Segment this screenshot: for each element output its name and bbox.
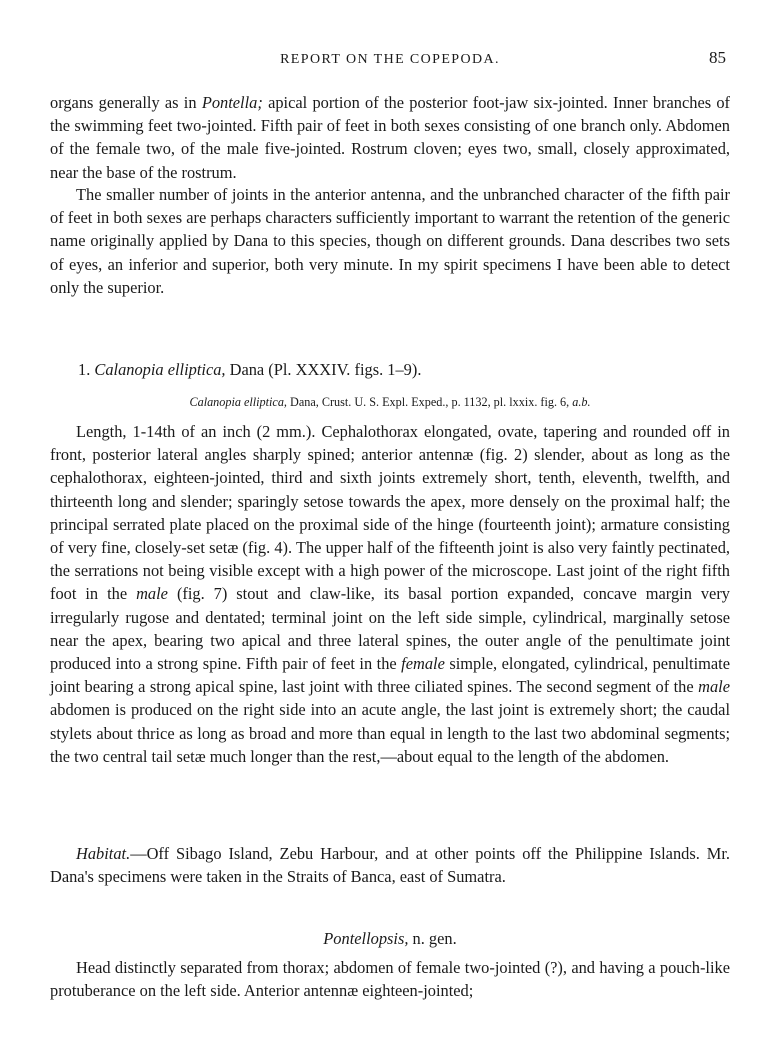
paragraph-genus-description <box>50 956 730 1002</box>
species-name: Calanopia elliptica, <box>94 360 226 379</box>
genus-rest: n. gen. <box>408 929 457 948</box>
para3-female: female <box>401 654 445 674</box>
synonymy-reference: Dana, Crust. U. S. Expl. Exped., p. 1132, pl. lxxix. fig. 6, <box>286 395 573 409</box>
genus-heading <box>50 928 730 950</box>
para3-text-3: simple, elongated, cylindrical, penultimate joint bearing a strong apical spine, last joint with three ciliated spines. The second segment of the <box>50 654 730 697</box>
synonymy-line <box>50 394 730 410</box>
para2-text: The smaller number of joints in the anterior antenna, and the unbranched character of the fifth pair of feet in both sexes are perhaps characters sufficiently important to warrant the retention of the generic name originally applied by Dana to this species, though on different grounds. Dana describes two sets of eyes, an inferior and superior, both very minute. In my spirit specimens I have been able to detect only the superior. <box>50 185 730 297</box>
para3-male-1: male <box>136 584 168 604</box>
para1-genus-pontella: Pontella; <box>201 93 263 112</box>
species-authority: Dana (Pl. XXXIV. figs. 1–9). <box>225 360 422 379</box>
synonymy-name: Calanopia elliptica, <box>189 395 287 409</box>
running-title: REPORT ON THE COPEPODA. <box>280 52 500 67</box>
para1-text-1: organs generally as in <box>50 93 202 112</box>
synonymy-figs: a.b. <box>572 395 591 409</box>
para3-text-4: abdomen is produced on the right side into an acute angle, the last joint is extremely short; the caudal stylets about thrice as long as broad and more than equal in length to the last two abdominal segments; the two central tail setæ much longer than the rest,—about equal to the length of the abdomen. <box>50 700 730 766</box>
para3-text-2: (fig. 7) stout and claw-like, its basal portion expanded, concave margin very irregularly rugose and dentated; terminal joint on the left side simple, cylindrical, marginally setose near the apex, bearing two apical and three lateral spines, the outer angle of the penultimate joint produced into a strong spine. Fifth pair of feet in the <box>50 584 730 674</box>
para4-text: Head distinctly separated from thorax; abdomen of female two-jointed (?), and having a pouch-like protuberance on the left side. Anterior antennæ eighteen-jointed; <box>50 958 730 1001</box>
para3-text-1: Length, 1-14th of an inch (2 mm.). Cephalothorax elongated, ovate, tapering and rounded off in front, posterior lateral angles sharply spined; anterior antennæ (fig. 2) slender, about as long as the cephalothorax, eighteen-jointed, third and sixth joints extremely short, tenth, eleventh, twelfth, and thirteenth long and slender; sparingly setose towards the apex, more densely on the proximal half; the principal serrated plate placed on the proximal side of the hinge (fourteenth joint); armature consisting of very fine, closely-set setæ (fig. 4). The upper half of the fifteenth joint is also very faintly pectinated, the serrations not being visible except with a high power of the microscope. Last joint of the right fifth foot in the <box>50 422 730 604</box>
paragraph-genus-characters <box>50 91 730 184</box>
para1-text-2: apical portion of the posterior foot-jaw six-jointed. Inner branches of the swimming feet two-jointed. Fifth pair of feet in both sexes consisting of one branch only. Abdomen of the female two, of the male five-jointed. Rostrum cloven; eyes two, small, closely approximated, near the base of the rostrum. <box>50 93 731 182</box>
paragraph-habitat <box>50 842 730 888</box>
paragraph-discussion <box>50 183 730 299</box>
running-head <box>50 48 730 72</box>
species-heading <box>78 359 421 381</box>
habitat-label: Habitat. <box>76 844 131 863</box>
species-number: 1. <box>78 360 95 379</box>
habitat-text: —Off Sibago Island, Zebu Harbour, and at other points off the Philippine Islands. Mr. Dana's specimens were taken in the Straits of Banca, east of Sumatra. <box>50 844 730 887</box>
genus-name: Pontellopsis, <box>323 929 409 948</box>
page-number: 85 <box>709 48 726 67</box>
paragraph-description <box>50 420 730 768</box>
para3-male-2: male <box>698 677 730 697</box>
